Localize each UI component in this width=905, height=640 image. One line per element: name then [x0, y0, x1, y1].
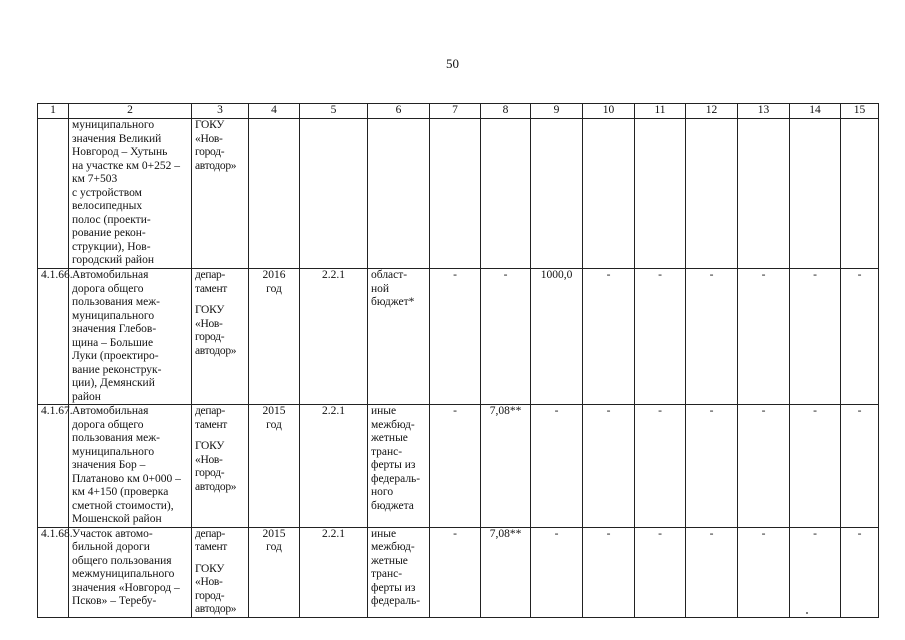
scan-speck	[806, 612, 808, 614]
col-header: 14	[790, 104, 841, 119]
item-year	[249, 119, 300, 269]
item-year	[249, 405, 300, 528]
page-number: 50	[446, 56, 459, 71]
table-row	[38, 269, 879, 405]
item-year-text: 2015 год	[262, 405, 286, 431]
executor-dept: депар- тамент	[195, 405, 228, 431]
cell-11: -	[635, 527, 686, 617]
item-source	[368, 527, 430, 617]
cell-10: -	[583, 269, 635, 405]
cell-10: -	[583, 405, 635, 528]
item-executor	[192, 405, 249, 528]
cell-9: 1000,0	[531, 269, 583, 405]
cell-15: -	[841, 527, 879, 617]
cell-7: -	[430, 527, 481, 617]
cell-12: -	[686, 405, 738, 528]
col-header: 10	[583, 104, 635, 119]
cell-15: -	[841, 269, 879, 405]
item-target: 2.2.1	[300, 527, 368, 617]
item-year	[249, 527, 300, 617]
cell-12	[686, 119, 738, 269]
cell-13: -	[738, 405, 790, 528]
item-name	[69, 527, 192, 617]
item-number: 4.1.66.	[38, 269, 69, 405]
cell-8	[481, 119, 531, 269]
cell-14	[790, 119, 841, 269]
executor-org: ГОКУ «Нов- город- автодор»	[195, 440, 237, 493]
cell-10	[583, 119, 635, 269]
item-source-text: област- ной бюджет*	[371, 269, 415, 308]
cell-9: -	[531, 527, 583, 617]
item-source-text: иные межбюд- жетные транс- ферты из федераль- ного бюджета	[371, 405, 421, 512]
cell-9: -	[531, 405, 583, 528]
item-year-text: 2015 год	[262, 527, 286, 553]
executor-org: ГОКУ «Нов- город- автодор»	[195, 119, 237, 172]
item-source-text: иные межбюд- жетные транс- ферты из федераль-	[371, 527, 421, 607]
cell-11: -	[635, 405, 686, 528]
col-header: 7	[430, 104, 481, 119]
item-name	[69, 119, 192, 269]
cell-9	[531, 119, 583, 269]
cell-13: -	[738, 527, 790, 617]
col-header: 4	[249, 104, 300, 119]
item-target: 2.2.1	[300, 269, 368, 405]
table-row	[38, 119, 879, 269]
cell-11: -	[635, 269, 686, 405]
executor-org: ГОКУ «Нов- город- автодор»	[195, 304, 237, 357]
cell-13: -	[738, 269, 790, 405]
item-executor	[192, 119, 249, 269]
item-year	[249, 269, 300, 405]
cell-10: -	[583, 527, 635, 617]
item-number: 4.1.68.	[38, 527, 69, 617]
col-header: 5	[300, 104, 368, 119]
program-table	[37, 103, 879, 618]
item-source	[368, 119, 430, 269]
cell-7: -	[430, 269, 481, 405]
col-header: 6	[368, 104, 430, 119]
item-name-text: Автомобильная дорога общего пользования меж- муниципального значения Бор – Платаново км 0+000 – км 4+150 (проверка сметной стоимости), Мошенской район	[72, 405, 181, 525]
item-executor	[192, 269, 249, 405]
col-header: 11	[635, 104, 686, 119]
cell-12: -	[686, 269, 738, 405]
cell-14: -	[790, 269, 841, 405]
cell-14: -	[790, 405, 841, 528]
header-row	[38, 104, 879, 119]
item-source	[368, 269, 430, 405]
item-name-text: Автомобильная дорога общего пользования меж- муниципального значения Глебов- щина – Большие Луки (проектиро- вание реконструк- ции), Демянский район	[72, 269, 162, 403]
executor-org: ГОКУ «Нов- город- автодор»	[195, 562, 237, 615]
cell-13	[738, 119, 790, 269]
item-name-text: муниципального значения Великий Новгород – Хутынь на участке км 0+252 – км 7+503 с устройством велосипедных полос (проекти- рование рекон- струкции), Нов- городский район	[72, 119, 181, 266]
cell-8: -	[481, 269, 531, 405]
item-name	[69, 269, 192, 405]
executor-dept: депар- тамент	[195, 527, 228, 553]
item-name-text: Участок автомо- бильной дороги общего пользования межмуниципального значения «Новгород – Псков» – Теребу-	[72, 527, 180, 607]
item-target	[300, 119, 368, 269]
col-header: 2	[69, 104, 192, 119]
item-source	[368, 405, 430, 528]
col-header: 12	[686, 104, 738, 119]
item-executor	[192, 527, 249, 617]
cell-14: -	[790, 527, 841, 617]
col-header: 15	[841, 104, 879, 119]
executor-dept: депар- тамент	[195, 269, 228, 295]
col-header: 8	[481, 104, 531, 119]
cell-8: 7,08**	[481, 405, 531, 528]
item-number: 4.1.67.	[38, 405, 69, 528]
table-row	[38, 405, 879, 528]
cell-7: -	[430, 405, 481, 528]
table-row	[38, 527, 879, 617]
item-name	[69, 405, 192, 528]
cell-8: 7,08**	[481, 527, 531, 617]
item-number	[38, 119, 69, 269]
cell-12: -	[686, 527, 738, 617]
col-header: 9	[531, 104, 583, 119]
cell-15: -	[841, 405, 879, 528]
item-target: 2.2.1	[300, 405, 368, 528]
col-header: 1	[38, 104, 69, 119]
col-header: 3	[192, 104, 249, 119]
item-year-text: 2016 год	[262, 269, 286, 295]
cell-15	[841, 119, 879, 269]
cell-11	[635, 119, 686, 269]
cell-7	[430, 119, 481, 269]
col-header: 13	[738, 104, 790, 119]
